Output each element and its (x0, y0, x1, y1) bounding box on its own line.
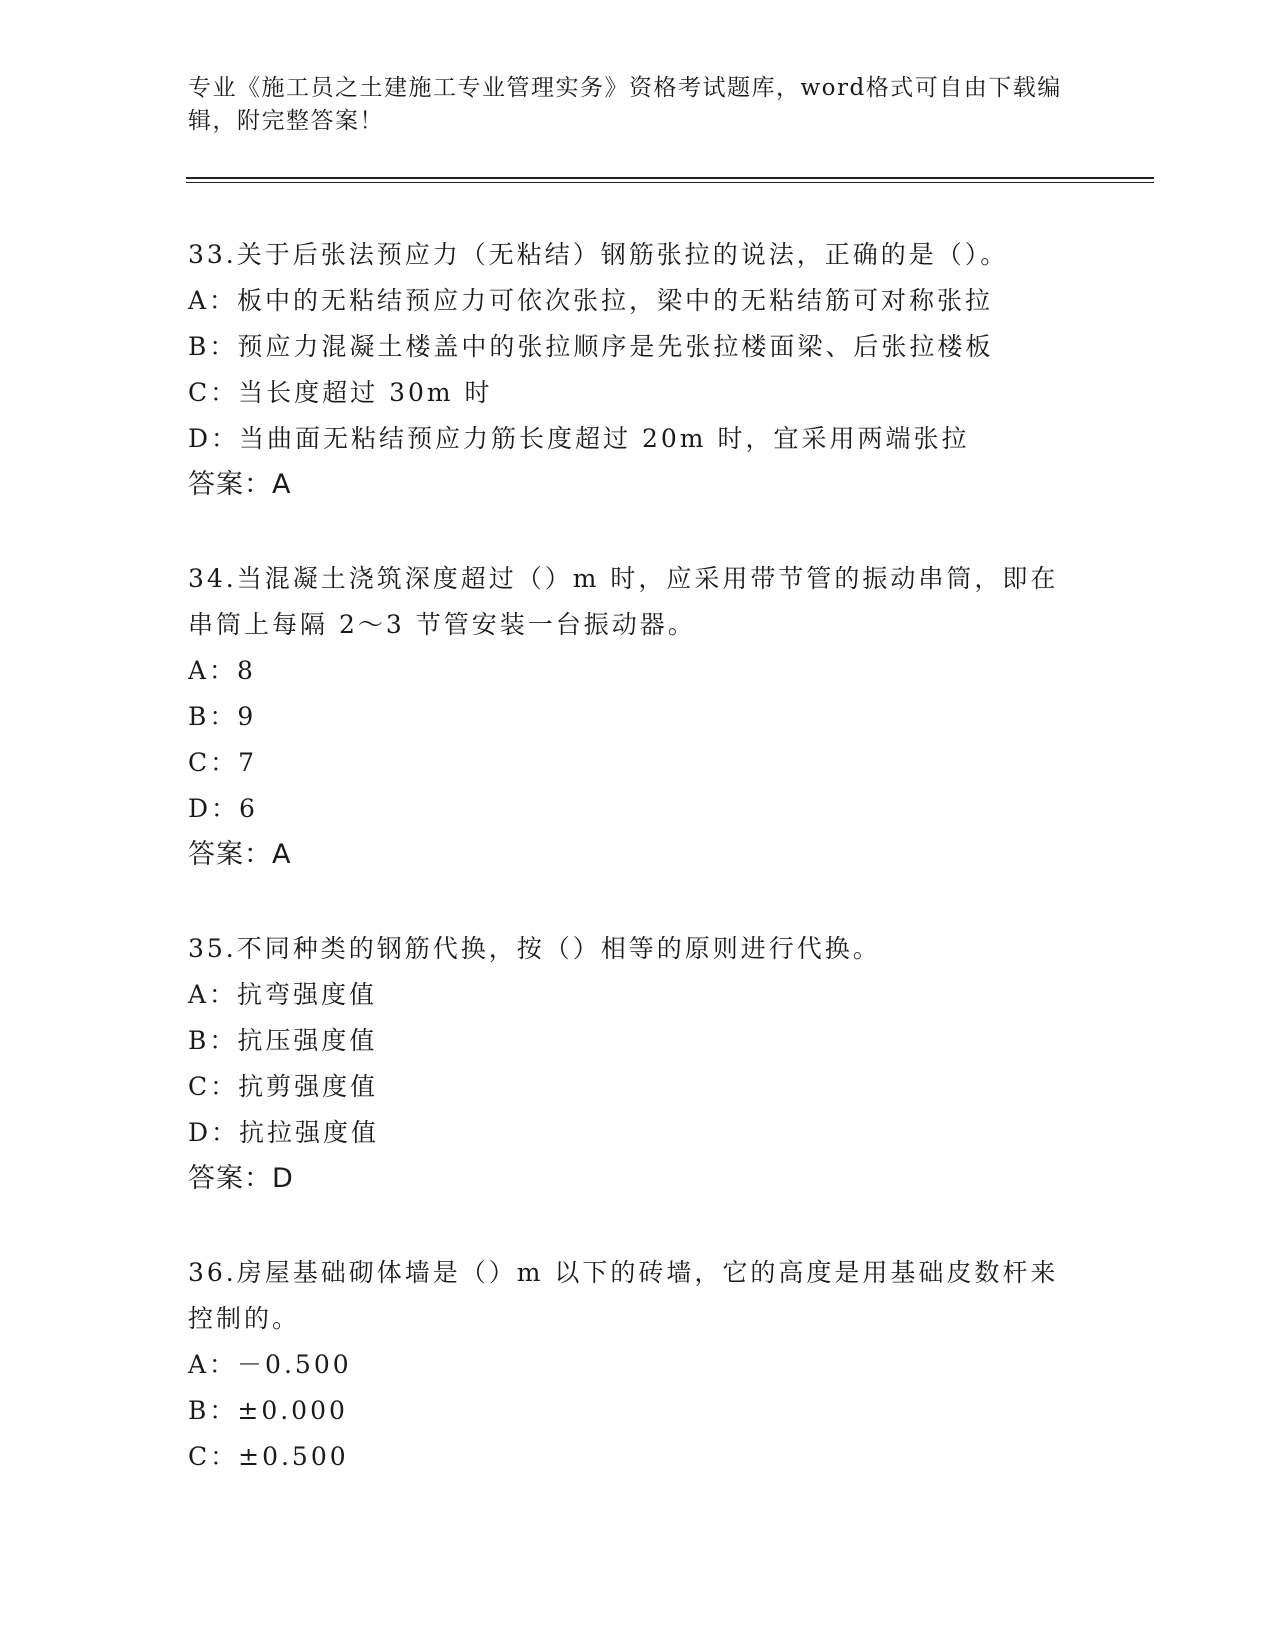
option-a: A：板中的无粘结预应力可依次张拉，梁中的无粘结筋可对称张拉 (188, 286, 994, 315)
option-d: D：抗拉强度值 (188, 1118, 380, 1147)
option-b: B：预应力混凝土楼盖中的张拉顺序是先张拉楼面梁、后张拉楼板 (188, 332, 994, 361)
option-c: C：±0.500 (188, 1442, 349, 1471)
option-c: C：抗剪强度值 (188, 1072, 379, 1101)
question-35 (188, 926, 1088, 1202)
option-b: B：抗压强度值 (188, 1026, 378, 1055)
option-a: A：抗弯强度值 (188, 980, 378, 1009)
document-header-note: 专业《施工员之土建施工专业管理实务》资格考试题库，word格式可自由下载编辑，附完整答案！ (188, 75, 1062, 134)
question-34 (188, 556, 1088, 878)
question-33 (188, 232, 1088, 508)
question-stem: 36.房屋基础砌体墙是（）m 以下的砖墙，它的高度是用基础皮数杆来控制的。 (188, 1258, 1059, 1333)
answer-label: 答案：A (188, 839, 292, 870)
option-b: B：±0.000 (188, 1396, 348, 1425)
header-divider-top (186, 177, 1154, 179)
option-d: D：6 (188, 794, 258, 823)
option-b: B：9 (188, 702, 257, 731)
option-c: C：当长度超过 30m 时 (188, 378, 493, 407)
question-stem: 35.不同种类的钢筋代换，按（）相等的原则进行代换。 (188, 934, 881, 963)
question-36 (188, 1250, 1088, 1480)
option-a: A：－0.500 (188, 1350, 352, 1379)
answer-label: 答案：D (188, 1163, 294, 1194)
question-list (188, 232, 1088, 1528)
question-stem: 34.当混凝土浇筑深度超过（）m 时，应采用带节管的振动串筒，即在串筒上每隔 2～3 节管安装一台振动器。 (188, 564, 1059, 639)
header-divider-bottom (186, 182, 1154, 183)
option-a: A：8 (188, 656, 256, 685)
answer-label: 答案：A (188, 469, 292, 500)
option-c: C：7 (188, 748, 258, 777)
option-d: D：当曲面无粘结预应力筋长度超过 20m 时，宜采用两端张拉 (188, 424, 970, 453)
question-stem: 33.关于后张法预应力（无粘结）钢筋张拉的说法，正确的是（）。 (188, 240, 1009, 269)
